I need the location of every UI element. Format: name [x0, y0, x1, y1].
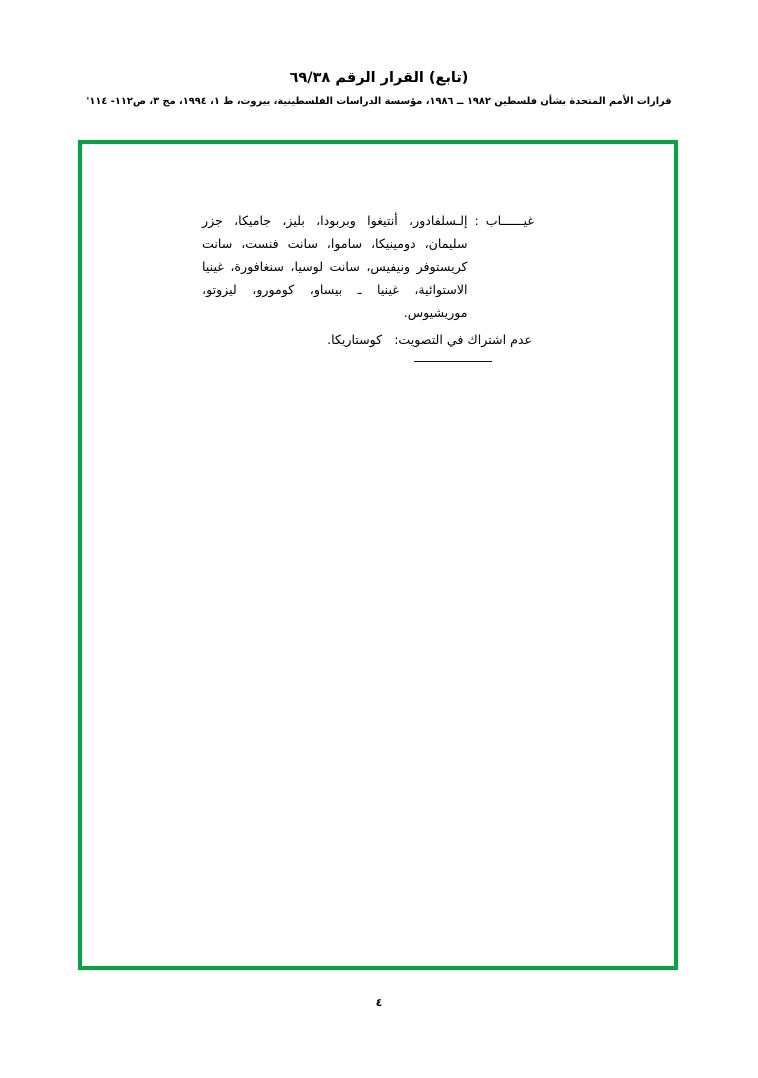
source-citation: قرارات الأمم المتحدة بشأن فلسطين ١٩٨٢ ــ ١٩٨٦، مؤسسة الدراسات الفلسطينية، بيروت، ط ١، ١٩٩٤، مج ٣، ص١١٢- ١١٤'	[86, 96, 672, 108]
section-divider	[414, 361, 492, 362]
page-header	[0, 68, 758, 109]
page-title: (تابع) القرار الرقم ٦٩/٣٨	[289, 70, 469, 86]
page-number: ٤	[375, 996, 383, 1009]
absent-label: غيــــــاب	[485, 213, 534, 228]
absent-separator: :	[474, 213, 479, 228]
absent-vote-block	[202, 210, 534, 325]
page-footer	[0, 996, 758, 1009]
abstain-country-list: كوستاريكا.	[327, 331, 383, 347]
abstain-row	[202, 329, 534, 352]
content-frame	[78, 140, 678, 970]
absent-country-list: إلـسلفادور، أنتيغوا وبربودا، بليز، جاميكا، جزر سليمان، دومينيكا، ساموا، سانت فنست، سانت كريستوفر ونيفيس، سانت لوسيا، سنغافورة، غينيا الاستوائية، غينيا ـ بيساو، كومورو، ليزوتو، موريشيوس.	[202, 213, 468, 320]
abstain-label: عدم اشتراك في التصويت:	[394, 331, 532, 347]
document-body	[202, 210, 534, 362]
absent-row	[202, 210, 534, 325]
